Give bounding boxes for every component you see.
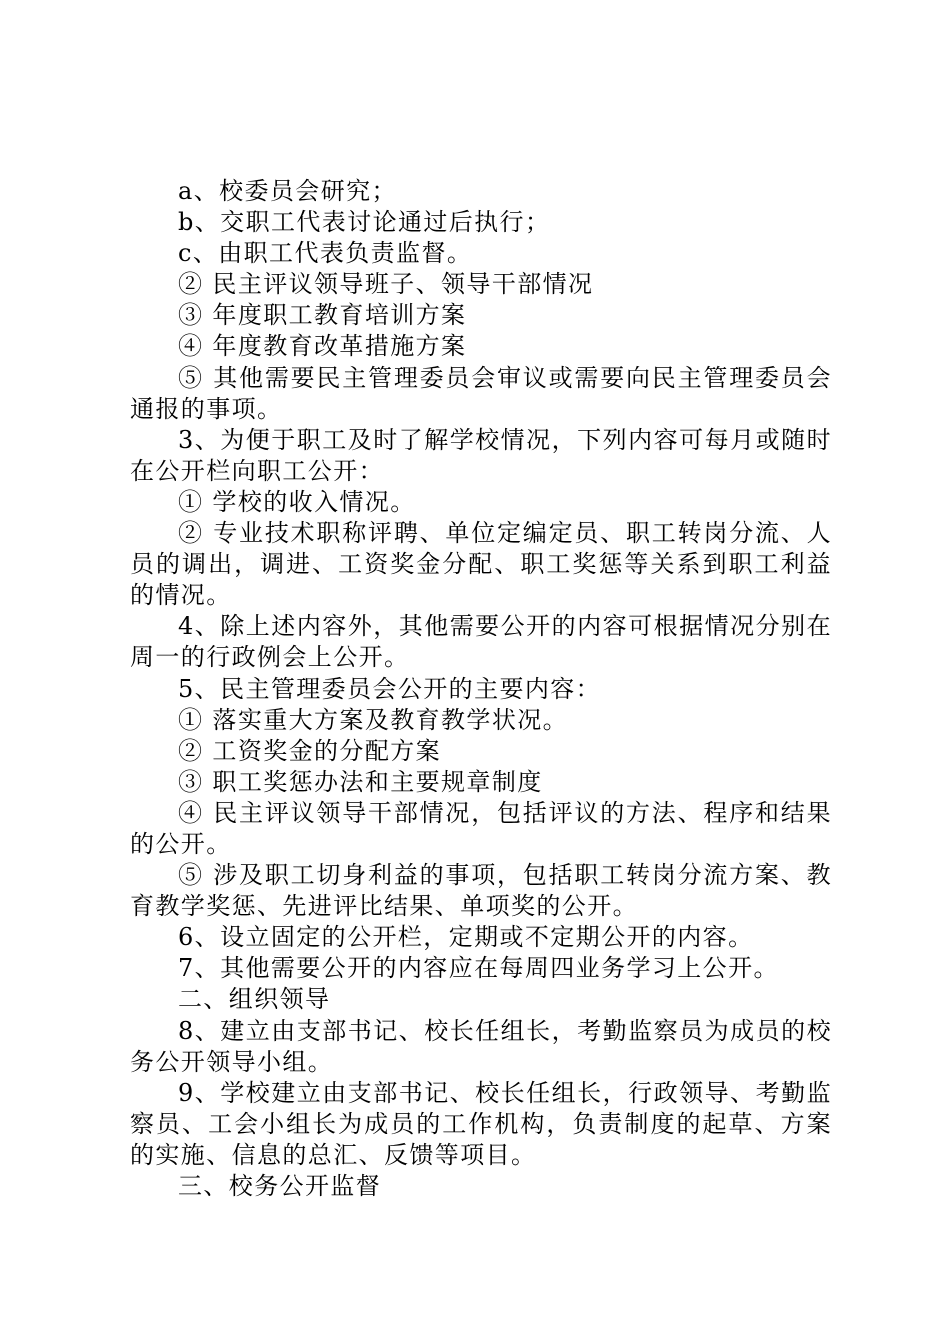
document-body — [130, 176, 832, 1202]
paragraph: ④ 民主评议领导干部情况，包括评议的方法、程序和结果的公开。 — [130, 798, 832, 858]
paragraph: ⑤ 其他需要民主管理委员会审议或需要向民主管理委员会通报的事项。 — [130, 363, 832, 423]
paragraph: c、由职工代表负责监督。 — [178, 239, 473, 268]
section-heading: 三、校务公开监督 — [178, 1172, 382, 1200]
paragraph: ③ 年度职工教育培训方案 — [178, 301, 467, 330]
paragraph: a、校委员会研究； — [178, 177, 397, 205]
paragraph: ② 专业技术职称评聘、单位定编定员、职工转岗分流、人员的调出，调进、工资奖金分配、职工奖惩等关系到职工利益的情况。 — [130, 519, 832, 610]
paragraph: 3、为便于职工及时了解学校情况，下列内容可每月或随时在公开栏向职工公开： — [130, 425, 832, 485]
paragraph: 4、除上述内容外，其他需要公开的内容可根据情况分别在周一的行政例会上公开。 — [130, 612, 832, 672]
paragraph: ① 学校的收入情况。 — [178, 487, 416, 516]
paragraph: ② 民主评议领导班子、领导干部情况 — [178, 270, 594, 299]
paragraph: ③ 职工奖惩办法和主要规章制度 — [178, 767, 543, 796]
paragraph: ⑤ 涉及职工切身利益的事项，包括职工转岗分流方案、教育教学奖惩、先进评比结果、单项奖的公开。 — [130, 861, 832, 921]
paragraph: ④ 年度教育改革措施方案 — [178, 332, 467, 361]
paragraph: 5、民主管理委员会公开的主要内容： — [178, 674, 602, 703]
section-heading: 二、组织领导 — [178, 985, 331, 1014]
paragraph: 6、设立固定的公开栏，定期或不定期公开的内容。 — [178, 923, 754, 952]
paragraph: 7、其他需要公开的内容应在每周四业务学习上公开。 — [178, 954, 779, 983]
paragraph: ② 工资奖金的分配方案 — [178, 736, 442, 765]
paragraph: 8、建立由支部书记、校长任组长，考勤监察员为成员的校务公开领导小组。 — [130, 1016, 832, 1076]
paragraph: b、交职工代表讨论通过后执行； — [178, 208, 551, 237]
paragraph: 9、学校建立由支部书记、校长任组长，行政领导、考勤监察员、工会小组长为成员的工作机构，负责制度的起草、方案的实施、信息的总汇、反馈等项目。 — [130, 1078, 832, 1169]
paragraph: ① 落实重大方案及教育教学状况。 — [178, 705, 569, 734]
